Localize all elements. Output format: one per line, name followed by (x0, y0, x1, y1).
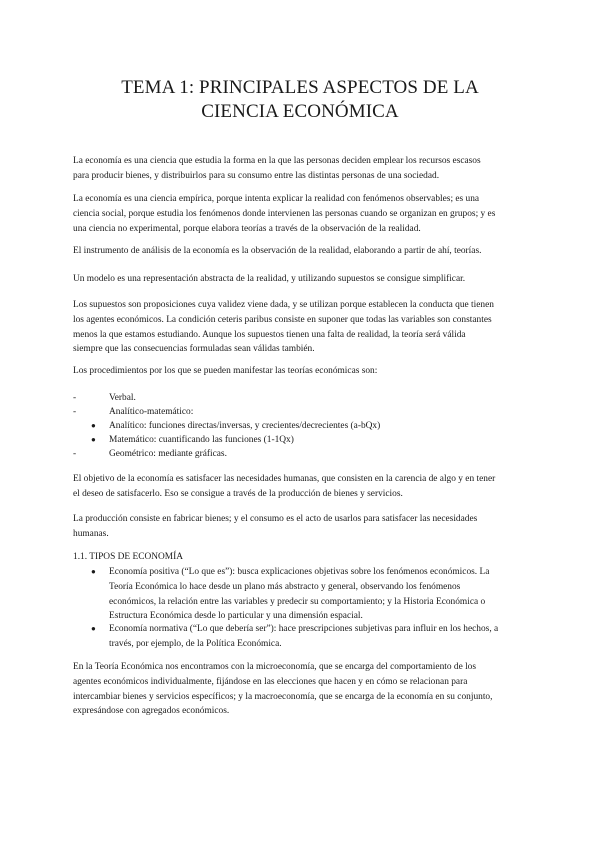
dash-marker: - (73, 407, 77, 417)
text-line: agentes económicos individualmente, fijándose en las elecciones que hacen y en cómo se relacionan para (73, 676, 468, 687)
procedure-geometrico: Geométrico: mediante gráficas. (109, 449, 227, 459)
dash-marker: - (73, 449, 77, 459)
text-line: el deseo de satisfacerlo. Eso se consigue a través de la producción de bienes y servicios. (73, 488, 403, 499)
paragraph-micro-macro (73, 660, 528, 719)
bullet-marker: ● (91, 624, 96, 633)
procedure-matematico-sub: Matemático: cuantificando las funciones (1-1Qx) (109, 435, 294, 445)
paragraph-procedures-intro (73, 364, 528, 379)
text-line: través, por ejemplo, de la Política Económica. (109, 638, 282, 649)
title-line-2: CIENCIA ECONÓMICA (201, 101, 399, 122)
paragraph-definition (73, 154, 528, 184)
text-line: humanas. (73, 528, 109, 539)
text-line: expresándose con agregados económicos. (73, 706, 230, 717)
text-line: una ciencia no experimental, porque elabora teorías a través de la observación de la realidad. (73, 223, 421, 234)
text-line: La economía es una ciencia empírica, porque intenta explicar la realidad con fenómenos observables; es una (73, 194, 480, 204)
text-line: ciencia social, porque estudia los fenómenos donde intervienen las personas cuando se organizan en grupos; y es (73, 208, 496, 219)
page-title (60, 76, 540, 124)
text-line: para producir bienes, y distribuirlos para su consumo entre las distintas personas de una sociedad. (73, 170, 440, 181)
section-heading: 1.1. TIPOS DE ECONOMÍA (73, 552, 183, 562)
paragraph-assumptions (73, 298, 528, 357)
text-line: La producción consiste en fabricar bienes; y el consumo es el acto de usarlos para satisfacer las necesidades (73, 514, 478, 524)
text-line: intercambiar bienes y servicios específicos; y la macroeconomía, que se encarga de la economía en su conjunto, (73, 691, 493, 702)
text-line: Los supuestos son proposiciones cuya validez viene dada, y se utilizan porque establecen la conducta que tienen (73, 300, 494, 310)
title-line-1: TEMA 1: PRINCIPALES ASPECTOS DE LA (121, 77, 479, 98)
procedure-analitico-sub: Analítico: funciones directas/inversas, y crecientes/decrecientes (a-bQx) (109, 421, 381, 431)
text-line: En la Teoría Económica nos encontramos con la microeconomía, que se encarga del comportamiento de los (73, 662, 477, 672)
text-line: Los procedimientos por los que se pueden manifestar las teorías económicas son: (73, 366, 378, 376)
text-line: Economía normativa (“Lo que debería ser”): hace prescripciones subjetivas para influir en los hechos, a (109, 624, 499, 634)
bullet-normative-economics (109, 622, 528, 652)
text-line: Economía positiva (“Lo que es”): busca explicaciones objetivas sobre los fenómenos económicos. La (109, 567, 490, 577)
paragraph-instrument (73, 244, 528, 259)
text-line: económicos, la relación entre las variables y predecir su comportamiento; y la Historia Económica o (109, 596, 486, 607)
bullet-positive-economics (109, 565, 528, 624)
paragraph-production (73, 512, 528, 542)
text-line: La economía es una ciencia que estudia la forma en la que las personas deciden emplear los recursos escasos (73, 156, 481, 166)
procedure-verbal: Verbal. (109, 393, 136, 403)
text-line: Un modelo es una representación abstracta de la realidad, y utilizando supuestos se consigue simplificar. (73, 274, 466, 284)
dash-marker: - (73, 393, 77, 403)
bullet-marker: ● (91, 435, 96, 444)
text-line: siempre que las consecuencias formuladas sean válidas también. (73, 344, 315, 355)
paragraph-model (73, 272, 528, 287)
text-line: Teoría Económica lo hace desde un plano más abstracto y general, observando los fenómenos (109, 581, 461, 592)
bullet-marker: ● (91, 421, 96, 430)
bullet-marker: ● (91, 567, 96, 576)
paragraph-objective (73, 472, 528, 502)
procedure-analitico: Analítico-matemático: (109, 407, 194, 417)
text-line: los agentes económicos. La condición ceteris paribus consiste en suponer que todas las variables son constantes (73, 314, 492, 325)
paragraph-characteristics (73, 192, 528, 236)
text-line: menos la que estamos estudiando. Aunque los supuestos tienen una falta de realidad, la teoría será válida (73, 329, 466, 340)
text-line: El objetivo de la economía es satisfacer las necesidades humanas, que consisten en la carencia de algo y en tener (73, 474, 496, 484)
text-line: El instrumento de análisis de la economía es la observación de la realidad, elaborando a partir de ahí, teorías. (73, 246, 482, 256)
text-line: Estructura Económica desde lo particular y una dimensión espacial. (109, 611, 363, 622)
